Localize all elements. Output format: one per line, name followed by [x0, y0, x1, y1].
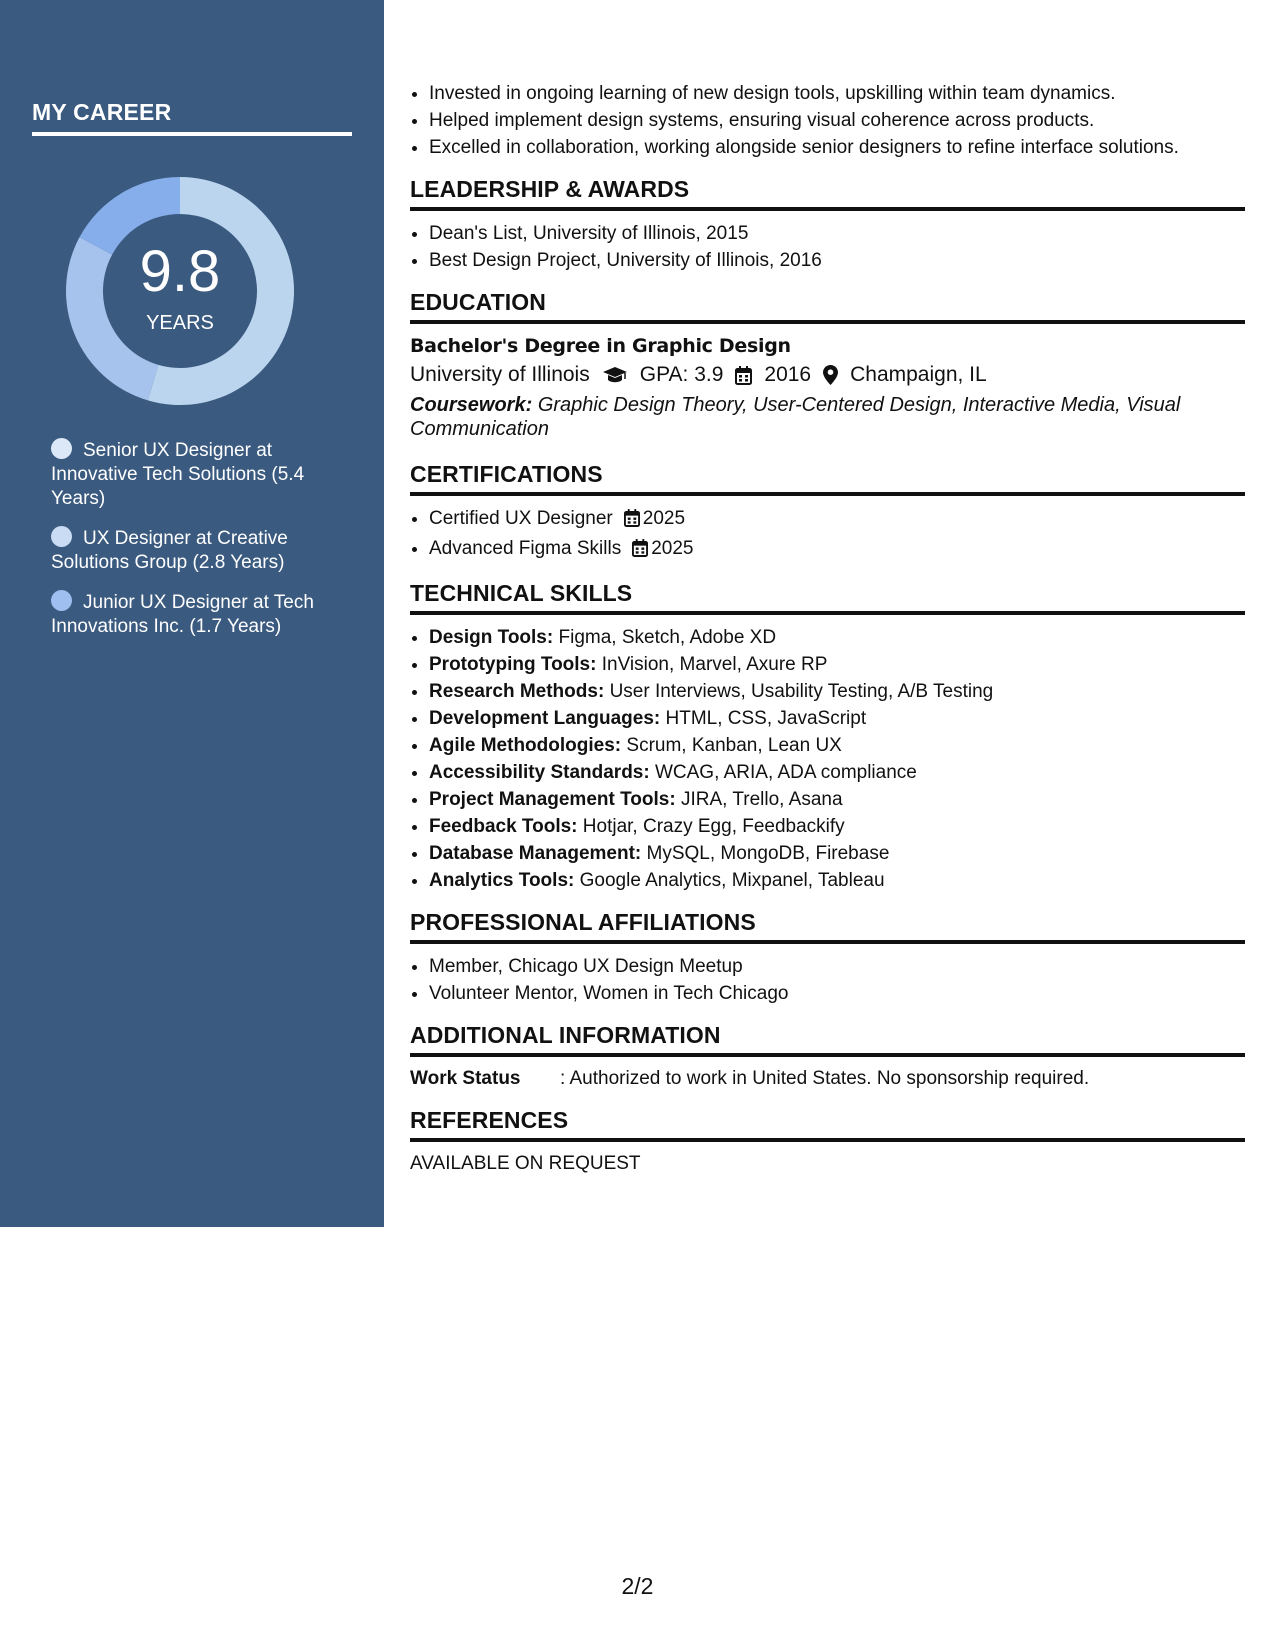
skill-value: Hotjar, Crazy Egg, Feedbackify [582, 816, 845, 837]
skill-value: JIRA, Trello, Asana [680, 789, 843, 810]
skill-value: InVision, Marvel, Axure RP [601, 654, 828, 675]
career-item-label: Senior UX Designer at Innovative Tech Solutions (5.4 Years) [51, 440, 305, 509]
certifications-list [410, 505, 1245, 565]
graduation-year: 2016 [764, 363, 812, 386]
work-status-label: Work Status [410, 1068, 521, 1089]
skill-value: User Interviews, Usability Testing, A/B Testing [609, 681, 994, 702]
skill-item [429, 624, 1245, 651]
gpa: GPA: 3.9 [639, 363, 724, 386]
skill-label: Analytics Tools: [429, 870, 575, 891]
career-item [51, 526, 321, 575]
graduation-cap-icon [602, 366, 628, 384]
skill-label: Design Tools: [429, 627, 554, 648]
career-item [51, 590, 321, 639]
work-status-row [410, 1066, 1245, 1092]
legend-dot-icon [51, 438, 72, 459]
legend-dot-icon [51, 526, 72, 547]
coursework [410, 393, 1245, 441]
skill-item [429, 813, 1245, 840]
calendar-icon [624, 508, 640, 535]
affiliation-item: • Member, Chicago UX Design Meetup [429, 953, 1245, 980]
skill-label: Agile Methodologies: [429, 735, 622, 756]
certification-item [429, 535, 1245, 565]
education-details [410, 359, 1245, 391]
skill-label: Research Methods: [429, 681, 605, 702]
skill-item [429, 651, 1245, 678]
affiliation-item: • Volunteer Mentor, Women in Tech Chicago [429, 980, 1245, 1007]
career-heading: MY CAREER [32, 99, 352, 136]
calendar-icon [735, 366, 752, 385]
education-title: EDUCATION [410, 289, 1245, 324]
certification-year: 2025 [642, 508, 686, 529]
certification-year: 2025 [651, 538, 694, 559]
skill-item [429, 759, 1245, 786]
affiliations-title: PROFESSIONAL AFFILIATIONS [410, 909, 1245, 944]
skill-item [429, 786, 1245, 813]
leadership-item: • Dean's List, University of Illinois, 2015 [429, 220, 1245, 247]
references-text: AVAILABLE ON REQUEST [410, 1153, 641, 1174]
career-item-label: Junior UX Designer at Tech Innovations Inc. (1.7 Years) [51, 592, 314, 637]
certifications-title: CERTIFICATIONS [410, 461, 1245, 496]
experience-bullet: • Excelled in collaboration, working alongside senior designers to refine interface solutions. [429, 134, 1245, 161]
location: Champaign, IL [850, 363, 987, 386]
skill-value: WCAG, ARIA, ADA compliance [654, 762, 917, 783]
sidebar [0, 0, 384, 1227]
coursework-label: Coursework: [410, 394, 533, 416]
school-name: University of Illinois [410, 363, 590, 386]
total-years-value: 9.8 [139, 239, 221, 304]
affiliations-list [410, 953, 1245, 1007]
skill-value: MySQL, MongoDB, Firebase [646, 843, 890, 864]
skill-value: Figma, Sketch, Adobe XD [558, 627, 777, 648]
experience-bullet: • Invested in ongoing learning of new design tools, upskilling within team dynamics. [429, 80, 1245, 107]
certification-item [429, 505, 1245, 535]
skill-item [429, 678, 1245, 705]
skill-item [429, 867, 1245, 894]
experience-bullet: • Helped implement design systems, ensuring visual coherence across products. [429, 107, 1245, 134]
skill-value: HTML, CSS, JavaScript [665, 708, 867, 729]
career-list [51, 438, 321, 654]
certification-name: Certified UX Designer [429, 508, 613, 529]
career-item [51, 438, 321, 511]
skills-title: TECHNICAL SKILLS [410, 580, 1245, 615]
skill-label: Prototyping Tools: [429, 654, 597, 675]
skill-label: Project Management Tools: [429, 789, 676, 810]
leadership-list [410, 220, 1245, 274]
coursework-text: Graphic Design Theory, User-Centered Design, Interactive Media, Visual Communication [410, 394, 1181, 440]
total-years-unit: YEARS [146, 312, 214, 334]
skills-list [410, 624, 1245, 894]
additional-info-title: ADDITIONAL INFORMATION [410, 1022, 1245, 1057]
skill-item [429, 840, 1245, 867]
references-title: REFERENCES [410, 1107, 1245, 1142]
location-pin-icon [823, 365, 838, 385]
skill-value: Scrum, Kanban, Lean UX [626, 735, 842, 756]
main-content [410, 80, 1245, 1177]
leadership-title: LEADERSHIP & AWARDS [410, 176, 1245, 211]
certification-name: Advanced Figma Skills [429, 538, 622, 559]
degree-title: Bachelor's Degree in Graphic Design [410, 335, 791, 357]
skill-item [429, 705, 1245, 732]
leadership-item: • Best Design Project, University of Illinois, 2016 [429, 247, 1245, 274]
page-number: 2/2 [621, 1573, 654, 1599]
skill-value: Google Analytics, Mixpanel, Tableau [579, 870, 885, 891]
calendar-icon [632, 538, 648, 565]
skill-item [429, 732, 1245, 759]
skill-label: Feedback Tools: [429, 816, 578, 837]
career-item-label: UX Designer at Creative Solutions Group (2.8 Years) [51, 528, 288, 573]
skill-label: Accessibility Standards: [429, 762, 650, 783]
skill-label: Development Languages: [429, 708, 661, 729]
work-status-value: : Authorized to work in United States. No sponsorship required. [560, 1068, 1090, 1089]
legend-dot-icon [51, 590, 72, 611]
experience-bullets [410, 80, 1245, 161]
skill-label: Database Management: [429, 843, 642, 864]
